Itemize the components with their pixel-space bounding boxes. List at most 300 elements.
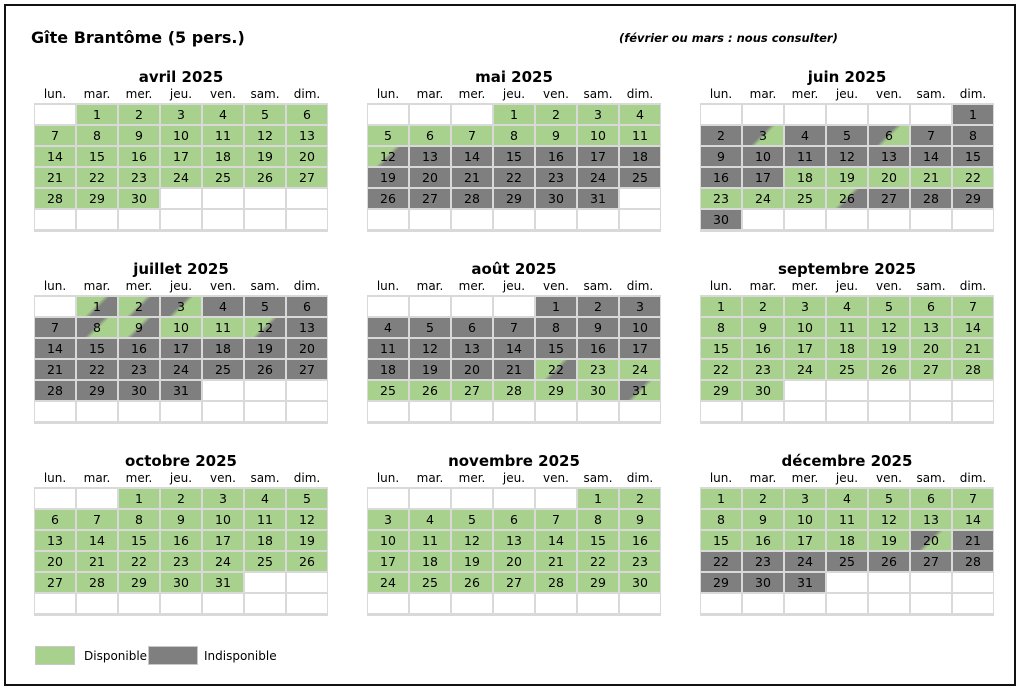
day-cell: 28 (77, 573, 117, 592)
day-cell: 9 (536, 126, 576, 145)
weekday-header: mar. (83, 87, 111, 101)
weekday-header: dim. (959, 87, 987, 101)
day-cell: 12 (452, 531, 492, 550)
day-cell: 29 (578, 573, 618, 592)
day-cell: 24 (368, 573, 408, 592)
day-cell: 7 (452, 126, 492, 145)
day-cell: 6 (452, 318, 492, 337)
empty-cell (869, 594, 909, 613)
day-cell: 5 (368, 126, 408, 145)
day-cell: 10 (368, 531, 408, 550)
empty-cell (368, 297, 408, 316)
day-cell: 8 (578, 510, 618, 529)
empty-cell (785, 381, 825, 400)
day-cell: 7 (77, 510, 117, 529)
day-cell: 4 (410, 510, 450, 529)
day-cell: 8 (119, 510, 159, 529)
day-cell: 25 (203, 168, 243, 187)
weekday-header: mar. (416, 87, 444, 101)
empty-cell (119, 594, 159, 613)
day-cell: 6 (911, 297, 951, 316)
day-cell: 12 (869, 318, 909, 337)
day-cell: 9 (161, 510, 201, 529)
day-cell: 16 (119, 339, 159, 358)
weekday-header: lun. (43, 87, 67, 101)
empty-cell (203, 189, 243, 208)
weekday-header: jeu. (169, 279, 193, 293)
empty-cell (494, 210, 534, 229)
day-cell: 1 (701, 297, 741, 316)
weekday-header: dim. (959, 471, 987, 485)
weekday-header: lun. (709, 471, 733, 485)
day-cell: 10 (785, 318, 825, 337)
day-cell: 5 (869, 489, 909, 508)
day-cell: 11 (245, 510, 285, 529)
empty-cell (119, 402, 159, 421)
weekday-header: jeu. (169, 87, 193, 101)
empty-cell (245, 573, 285, 592)
day-cell: 11 (203, 126, 243, 145)
day-cell: 2 (743, 297, 783, 316)
empty-cell (410, 297, 450, 316)
weekday-header: jeu. (835, 87, 859, 101)
day-cell: 4 (368, 318, 408, 337)
day-cell: 13 (452, 339, 492, 358)
empty-cell (536, 210, 576, 229)
weekday-header: mer. (791, 279, 819, 293)
weekday-header: jeu. (169, 471, 193, 485)
day-cell: 6 (287, 297, 327, 316)
day-cell: 15 (701, 531, 741, 550)
weekday-header: lun. (376, 471, 400, 485)
day-cell: 10 (620, 318, 660, 337)
empty-cell (827, 594, 867, 613)
day-cell: 16 (743, 531, 783, 550)
weekday-header: sam. (250, 87, 280, 101)
weekday-header: sam. (916, 279, 946, 293)
month-title: mai 2025 (475, 68, 553, 86)
empty-cell (701, 594, 741, 613)
day-cell: 13 (410, 147, 450, 166)
weekday-header: mer. (125, 279, 153, 293)
empty-cell (911, 594, 951, 613)
weekday-header: lun. (376, 279, 400, 293)
day-cell: 9 (578, 318, 618, 337)
day-cell: 17 (203, 531, 243, 550)
weekday-header: sam. (583, 279, 613, 293)
empty-cell (785, 594, 825, 613)
day-cell: 17 (743, 168, 783, 187)
weekday-header: ven. (543, 279, 569, 293)
empty-cell (410, 210, 450, 229)
day-cell: 23 (161, 552, 201, 571)
day-cell: 27 (35, 573, 75, 592)
empty-cell (287, 573, 327, 592)
day-cell: 18 (620, 147, 660, 166)
day-cell: 6 (911, 489, 951, 508)
empty-cell (245, 402, 285, 421)
weekday-header: mer. (791, 471, 819, 485)
day-cell: 7 (953, 297, 993, 316)
weekday-header: lun. (709, 279, 733, 293)
day-cell: 6 (869, 126, 909, 145)
day-cell: 24 (785, 360, 825, 379)
day-cell: 27 (287, 168, 327, 187)
empty-cell (35, 210, 75, 229)
empty-cell (287, 381, 327, 400)
empty-cell (35, 594, 75, 613)
day-cell: 5 (827, 126, 867, 145)
weekday-header: lun. (376, 87, 400, 101)
day-cell: 25 (785, 189, 825, 208)
day-cell: 18 (203, 147, 243, 166)
day-cell: 10 (161, 318, 201, 337)
day-cell: 7 (911, 126, 951, 145)
day-cell: 1 (953, 105, 993, 124)
empty-cell (620, 594, 660, 613)
month-title: août 2025 (471, 260, 557, 278)
day-cell: 22 (494, 168, 534, 187)
day-cell: 16 (620, 531, 660, 550)
empty-cell (701, 105, 741, 124)
empty-cell (161, 189, 201, 208)
day-cell: 17 (785, 339, 825, 358)
empty-cell (869, 573, 909, 592)
day-cell: 24 (161, 168, 201, 187)
day-cell: 4 (203, 297, 243, 316)
day-cell: 18 (827, 531, 867, 550)
empty-cell (119, 210, 159, 229)
day-cell: 19 (869, 531, 909, 550)
weekday-header: mar. (83, 471, 111, 485)
day-cell: 16 (161, 531, 201, 550)
day-cell: 18 (827, 339, 867, 358)
day-cell: 19 (245, 147, 285, 166)
empty-cell (287, 189, 327, 208)
page-title: Gîte Brantôme (5 pers.) (31, 28, 245, 47)
empty-cell (368, 594, 408, 613)
empty-cell (911, 210, 951, 229)
day-cell: 9 (743, 318, 783, 337)
day-cell: 8 (953, 126, 993, 145)
empty-cell (953, 594, 993, 613)
day-cell: 20 (869, 168, 909, 187)
day-cell: 29 (119, 573, 159, 592)
weekday-header: lun. (43, 471, 67, 485)
day-cell: 27 (410, 189, 450, 208)
empty-cell (743, 594, 783, 613)
day-cell: 30 (743, 573, 783, 592)
weekday-header: sam. (583, 471, 613, 485)
weekday-header: sam. (250, 471, 280, 485)
weekday-header: mar. (749, 471, 777, 485)
empty-cell (827, 573, 867, 592)
day-cell: 3 (785, 297, 825, 316)
empty-cell (287, 402, 327, 421)
day-cell: 2 (578, 297, 618, 316)
empty-cell (536, 402, 576, 421)
empty-cell (287, 210, 327, 229)
empty-cell (578, 594, 618, 613)
day-cell: 9 (119, 126, 159, 145)
day-cell: 27 (452, 381, 492, 400)
weekday-header: mer. (791, 87, 819, 101)
day-cell: 2 (620, 489, 660, 508)
day-cell: 15 (701, 339, 741, 358)
day-cell: 19 (245, 339, 285, 358)
day-cell: 6 (287, 105, 327, 124)
day-cell: 29 (953, 189, 993, 208)
empty-cell (35, 489, 75, 508)
day-cell: 30 (701, 210, 741, 229)
day-cell: 13 (287, 318, 327, 337)
day-cell: 9 (620, 510, 660, 529)
day-cell: 13 (35, 531, 75, 550)
day-cell: 15 (578, 531, 618, 550)
empty-cell (161, 402, 201, 421)
month-title: juillet 2025 (133, 260, 229, 278)
empty-cell (827, 105, 867, 124)
empty-cell (452, 105, 492, 124)
empty-cell (911, 402, 951, 421)
day-cell: 16 (701, 168, 741, 187)
empty-cell (452, 594, 492, 613)
day-cell: 31 (161, 381, 201, 400)
day-cell: 22 (536, 360, 576, 379)
day-cell: 8 (77, 126, 117, 145)
weekday-header: dim. (293, 471, 321, 485)
weekday-header: mar. (416, 279, 444, 293)
day-cell: 20 (911, 531, 951, 550)
empty-cell (911, 573, 951, 592)
day-cell: 26 (869, 360, 909, 379)
day-cell: 1 (119, 489, 159, 508)
day-cell: 27 (911, 552, 951, 571)
day-cell: 5 (452, 510, 492, 529)
weekday-header: mer. (125, 87, 153, 101)
day-cell: 26 (368, 189, 408, 208)
weekday-header: ven. (543, 87, 569, 101)
day-cell: 26 (287, 552, 327, 571)
day-cell: 3 (161, 297, 201, 316)
day-cell: 22 (77, 168, 117, 187)
legend-available-label: Disponible (84, 649, 148, 663)
weekday-header: sam. (250, 279, 280, 293)
empty-cell (869, 402, 909, 421)
day-cell: 2 (701, 126, 741, 145)
empty-cell (161, 210, 201, 229)
weekday-header: mer. (125, 471, 153, 485)
day-cell: 9 (743, 510, 783, 529)
day-cell: 16 (119, 147, 159, 166)
day-cell: 14 (911, 147, 951, 166)
empty-cell (77, 489, 117, 508)
day-cell: 21 (953, 531, 993, 550)
empty-cell (536, 594, 576, 613)
weekday-header: mer. (458, 87, 486, 101)
day-cell: 1 (77, 105, 117, 124)
day-cell: 22 (953, 168, 993, 187)
day-cell: 10 (203, 510, 243, 529)
day-cell: 25 (368, 381, 408, 400)
day-cell: 8 (701, 510, 741, 529)
day-cell: 27 (911, 360, 951, 379)
day-cell: 18 (245, 531, 285, 550)
day-cell: 21 (536, 552, 576, 571)
weekday-header: mar. (749, 279, 777, 293)
weekday-header: ven. (876, 471, 902, 485)
empty-cell (368, 210, 408, 229)
empty-cell (620, 189, 660, 208)
day-cell: 14 (536, 531, 576, 550)
day-cell: 24 (161, 360, 201, 379)
day-cell: 23 (743, 552, 783, 571)
day-cell: 14 (77, 531, 117, 550)
day-cell: 7 (494, 318, 534, 337)
day-cell: 14 (35, 147, 75, 166)
day-cell: 3 (161, 105, 201, 124)
weekday-header: ven. (543, 471, 569, 485)
day-cell: 6 (410, 126, 450, 145)
day-cell: 30 (119, 381, 159, 400)
day-cell: 11 (827, 318, 867, 337)
day-cell: 24 (743, 189, 783, 208)
empty-cell (452, 297, 492, 316)
day-cell: 29 (701, 573, 741, 592)
day-cell: 5 (245, 297, 285, 316)
day-cell: 10 (161, 126, 201, 145)
empty-cell (35, 105, 75, 124)
weekday-header: dim. (626, 471, 654, 485)
day-cell: 19 (869, 339, 909, 358)
day-cell: 24 (785, 552, 825, 571)
empty-cell (245, 594, 285, 613)
day-cell: 12 (410, 339, 450, 358)
day-cell: 13 (911, 510, 951, 529)
day-cell: 31 (578, 189, 618, 208)
day-cell: 11 (368, 339, 408, 358)
day-cell: 21 (494, 360, 534, 379)
day-cell: 2 (536, 105, 576, 124)
day-cell: 13 (911, 318, 951, 337)
day-cell: 11 (620, 126, 660, 145)
day-cell: 15 (494, 147, 534, 166)
empty-cell (77, 402, 117, 421)
empty-cell (827, 210, 867, 229)
day-cell: 12 (287, 510, 327, 529)
day-cell: 12 (245, 126, 285, 145)
day-cell: 23 (743, 360, 783, 379)
day-cell: 30 (578, 381, 618, 400)
day-cell: 23 (119, 168, 159, 187)
empty-cell (911, 105, 951, 124)
empty-cell (452, 210, 492, 229)
day-cell: 17 (785, 531, 825, 550)
day-cell: 28 (953, 552, 993, 571)
day-cell: 4 (620, 105, 660, 124)
day-cell: 6 (35, 510, 75, 529)
day-cell: 26 (452, 573, 492, 592)
day-cell: 15 (953, 147, 993, 166)
empty-cell (869, 210, 909, 229)
day-cell: 27 (494, 573, 534, 592)
day-cell: 31 (620, 381, 660, 400)
day-cell: 7 (536, 510, 576, 529)
day-cell: 20 (35, 552, 75, 571)
day-cell: 3 (785, 489, 825, 508)
empty-cell (869, 105, 909, 124)
day-cell: 21 (911, 168, 951, 187)
day-cell: 17 (161, 339, 201, 358)
day-cell: 3 (203, 489, 243, 508)
empty-cell (743, 210, 783, 229)
day-cell: 17 (368, 552, 408, 571)
day-cell: 2 (119, 105, 159, 124)
day-cell: 29 (77, 189, 117, 208)
day-cell: 1 (494, 105, 534, 124)
day-cell: 5 (287, 489, 327, 508)
empty-cell (953, 402, 993, 421)
day-cell: 20 (494, 552, 534, 571)
day-cell: 2 (743, 489, 783, 508)
empty-cell (410, 402, 450, 421)
day-cell: 1 (536, 297, 576, 316)
day-cell: 3 (368, 510, 408, 529)
day-cell: 22 (701, 552, 741, 571)
empty-cell (203, 381, 243, 400)
month-title: juin 2025 (807, 68, 887, 86)
empty-cell (368, 105, 408, 124)
empty-cell (785, 210, 825, 229)
day-cell: 7 (35, 126, 75, 145)
weekday-header: mar. (83, 279, 111, 293)
day-cell: 28 (452, 189, 492, 208)
empty-cell (578, 210, 618, 229)
day-cell: 13 (287, 126, 327, 145)
day-cell: 8 (77, 318, 117, 337)
day-cell: 30 (536, 189, 576, 208)
day-cell: 11 (785, 147, 825, 166)
day-cell: 12 (245, 318, 285, 337)
empty-cell (953, 573, 993, 592)
day-cell: 7 (953, 489, 993, 508)
empty-cell (869, 381, 909, 400)
day-cell: 13 (869, 147, 909, 166)
empty-cell (203, 210, 243, 229)
legend-unavailable-swatch (148, 646, 198, 665)
weekday-header: dim. (959, 279, 987, 293)
day-cell: 17 (620, 339, 660, 358)
empty-cell (911, 381, 951, 400)
weekday-header: lun. (43, 279, 67, 293)
day-cell: 4 (785, 126, 825, 145)
day-cell: 25 (203, 360, 243, 379)
empty-cell (827, 381, 867, 400)
month-title: septembre 2025 (777, 260, 917, 278)
day-cell: 25 (245, 552, 285, 571)
weekday-header: mar. (749, 87, 777, 101)
weekday-header: lun. (709, 87, 733, 101)
day-cell: 5 (410, 318, 450, 337)
day-cell: 18 (203, 339, 243, 358)
day-cell: 3 (620, 297, 660, 316)
empty-cell (203, 402, 243, 421)
day-cell: 15 (119, 531, 159, 550)
day-cell: 16 (743, 339, 783, 358)
day-cell: 14 (953, 318, 993, 337)
day-cell: 20 (287, 147, 327, 166)
empty-cell (35, 402, 75, 421)
